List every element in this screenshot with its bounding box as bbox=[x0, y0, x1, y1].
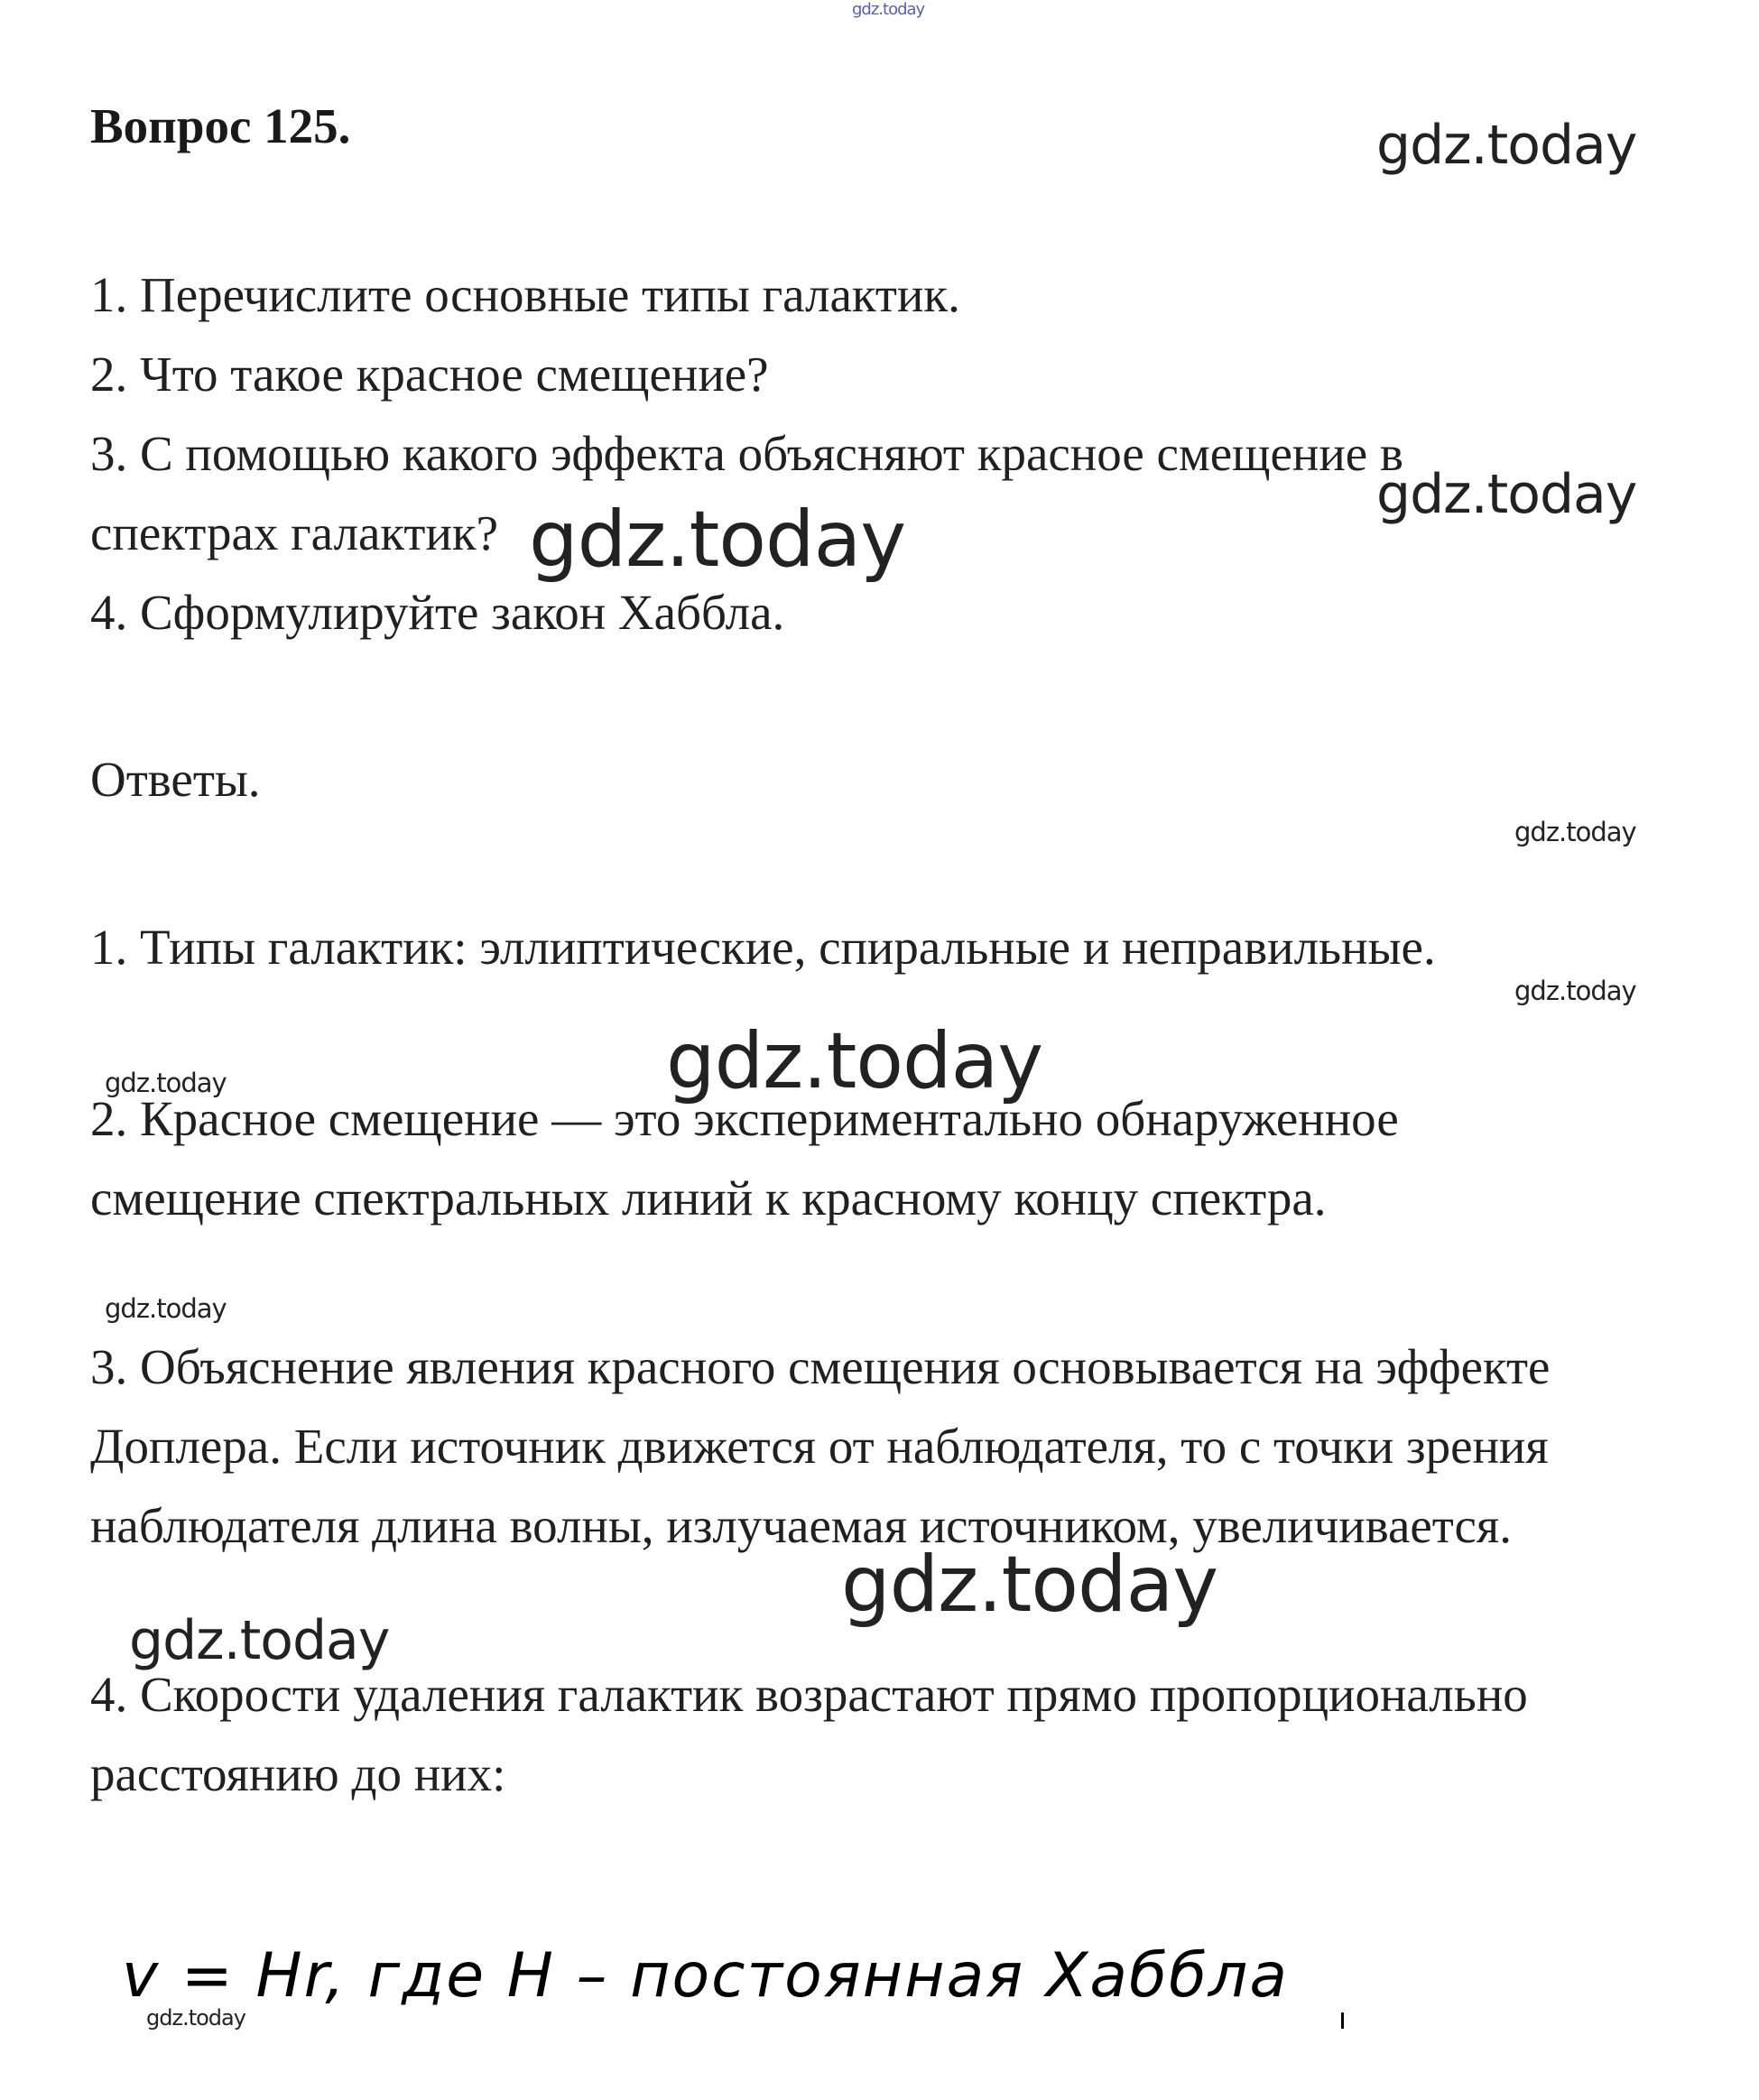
answer-3 bbox=[90, 1328, 1550, 1566]
answer-1 bbox=[90, 908, 1436, 987]
watermark: gdz.today bbox=[129, 1609, 390, 1672]
watermark: gdz.today bbox=[529, 495, 906, 585]
question-item: 3. С помощью какого эффекта объясняют красное смещение в bbox=[90, 426, 1403, 481]
answer-line: Доплера. Если источник движется от наблюдателя, то с точки зрения bbox=[90, 1419, 1549, 1474]
answer-line: смещение спектральных линий к красному концу спектра. bbox=[90, 1170, 1327, 1226]
formula-tick-mark bbox=[1341, 2012, 1344, 2029]
questions-list bbox=[90, 255, 1403, 652]
answer-line: 3. Объяснение явления красного смещения основывается на эффекте bbox=[90, 1339, 1551, 1394]
watermark: gdz.today bbox=[1514, 976, 1636, 1006]
answer-line: 4. Скорости удаления галактик возрастают прямо пропорционально bbox=[90, 1667, 1528, 1722]
answer-4 bbox=[90, 1655, 1528, 1814]
watermark: gdz.today bbox=[1376, 463, 1637, 526]
question-title: Вопрос 125. bbox=[90, 98, 351, 153]
answer-line: расстоянию до них: bbox=[90, 1746, 506, 1801]
watermark: gdz.today bbox=[105, 1068, 227, 1098]
watermark: gdz.today bbox=[105, 1293, 227, 1324]
watermark: gdz.today bbox=[841, 1540, 1218, 1630]
watermark: gdz.today bbox=[1514, 817, 1636, 847]
answer-line: наблюдателя длина волны, излучаемая источником, увеличивается. bbox=[90, 1498, 1512, 1553]
question-item: 4. Сформулируйте закон Хаббла. bbox=[90, 585, 785, 640]
answer-line: 1. Типы галактик: эллиптические, спиральные и неправильные. bbox=[90, 920, 1436, 975]
question-item: 1. Перечислите основные типы галактик. bbox=[90, 267, 960, 322]
watermark: gdz.today bbox=[1376, 114, 1637, 177]
watermark: gdz.today bbox=[146, 2005, 245, 2031]
answers-heading: Ответы. bbox=[90, 752, 261, 807]
watermark: gdz.today bbox=[666, 1016, 1043, 1106]
watermark-top: gdz.today bbox=[852, 0, 925, 19]
question-item: спектрах галактик? bbox=[90, 505, 499, 560]
question-item: 2. Что такое красное смещение? bbox=[90, 347, 769, 402]
hubble-formula: v = Hr, где H – постоянная Хаббла bbox=[122, 1940, 1290, 2012]
answer-line: 2. Красное смещение — это экспериментально обнаруженное bbox=[90, 1091, 1399, 1146]
